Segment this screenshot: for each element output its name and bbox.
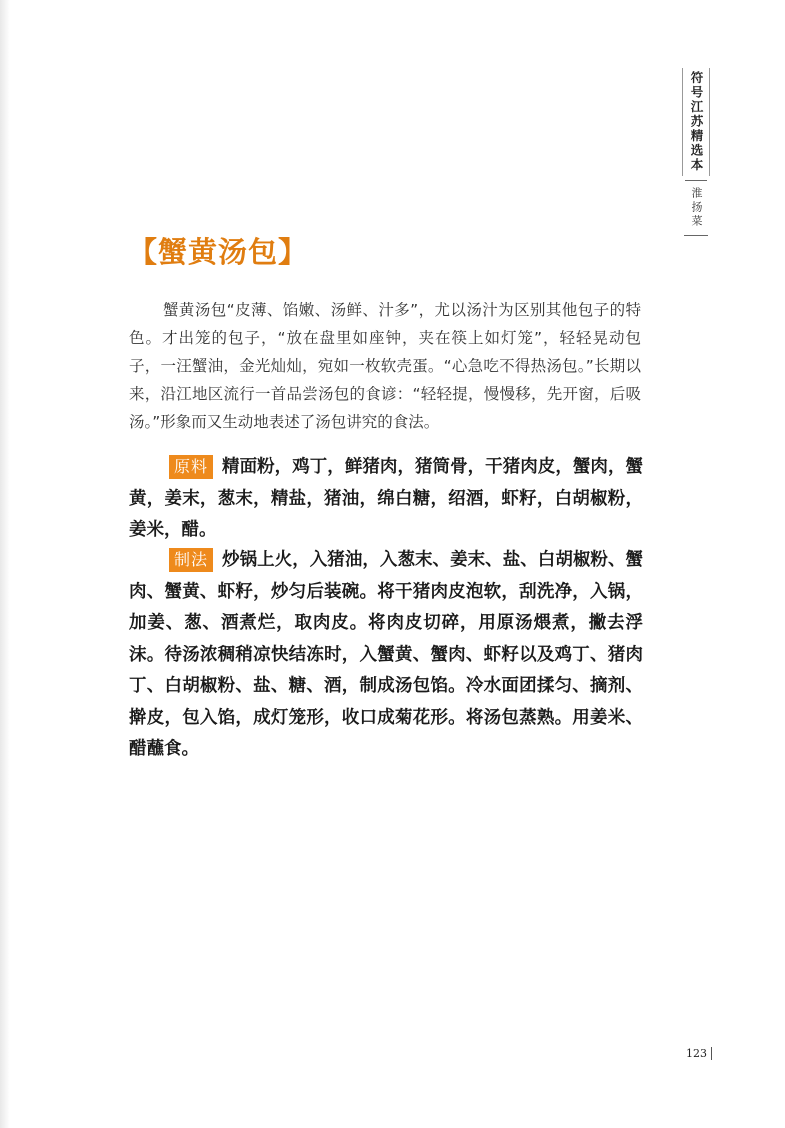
method-text: 炒锅上火，入猪油，入葱末、姜末、盐、白胡椒粉、蟹肉、蟹黄、虾籽，炒匀后装碗。将干猪肉皮泡软，刮洗净，入锅，加姜、葱、酒煮烂，取肉皮。将肉皮切碎，用原汤煨煮，撇去浮沫。待汤浓稠稍凉快结冻时，入蟹黄、蟹肉、虾籽以及鸡丁、猪肉丁、白胡椒粉、盐、糖、酒，制成汤包馅。冷水面团揉匀、摘剂、擀皮，包入馅，成灯笼形，收口成菊花形。将汤包蒸熟。用姜米、醋蘸食。 xyxy=(129,550,643,759)
intro-paragraph: 蟹黄汤包“皮薄、馅嫩、汤鲜、汁多”，尤以汤汁为区别其他包子的特色。才出笼的包子，“放在盘里如座钟，夹在筷上如灯笼”，轻轻晃动包子，一汪蟹油，金光灿灿，宛如一枚软壳蛋。“心急吃不得热汤包。”长期以来，沿江地区流行一首品尝汤包的食谚：“轻轻提，慢慢移，先开窗，后吸汤。”形象而又生动地表述了汤包讲究的食法。 xyxy=(129,301,641,431)
book-title: 符号江苏精选本 xyxy=(682,68,710,176)
method-section xyxy=(129,545,643,766)
side-running-header xyxy=(683,68,709,236)
ingredients-section xyxy=(129,452,643,547)
method-label: 制法 xyxy=(169,548,213,572)
page-number: 123 xyxy=(686,1047,712,1060)
page-binding-edge xyxy=(0,0,10,1128)
ingredients-text: 精面粉，鸡丁，鲜猪肉，猪筒骨，干猪肉皮，蟹肉，蟹黄，姜末，葱末，精盐，猪油，绵白糖，绍酒，虾籽，白胡椒粉，姜米，醋。 xyxy=(129,457,643,540)
side-divider xyxy=(685,180,707,181)
dish-title: 【蟹黄汤包】 xyxy=(128,235,309,269)
ingredients-label: 原料 xyxy=(169,455,213,479)
chapter-name: 淮扬菜 xyxy=(684,185,708,236)
